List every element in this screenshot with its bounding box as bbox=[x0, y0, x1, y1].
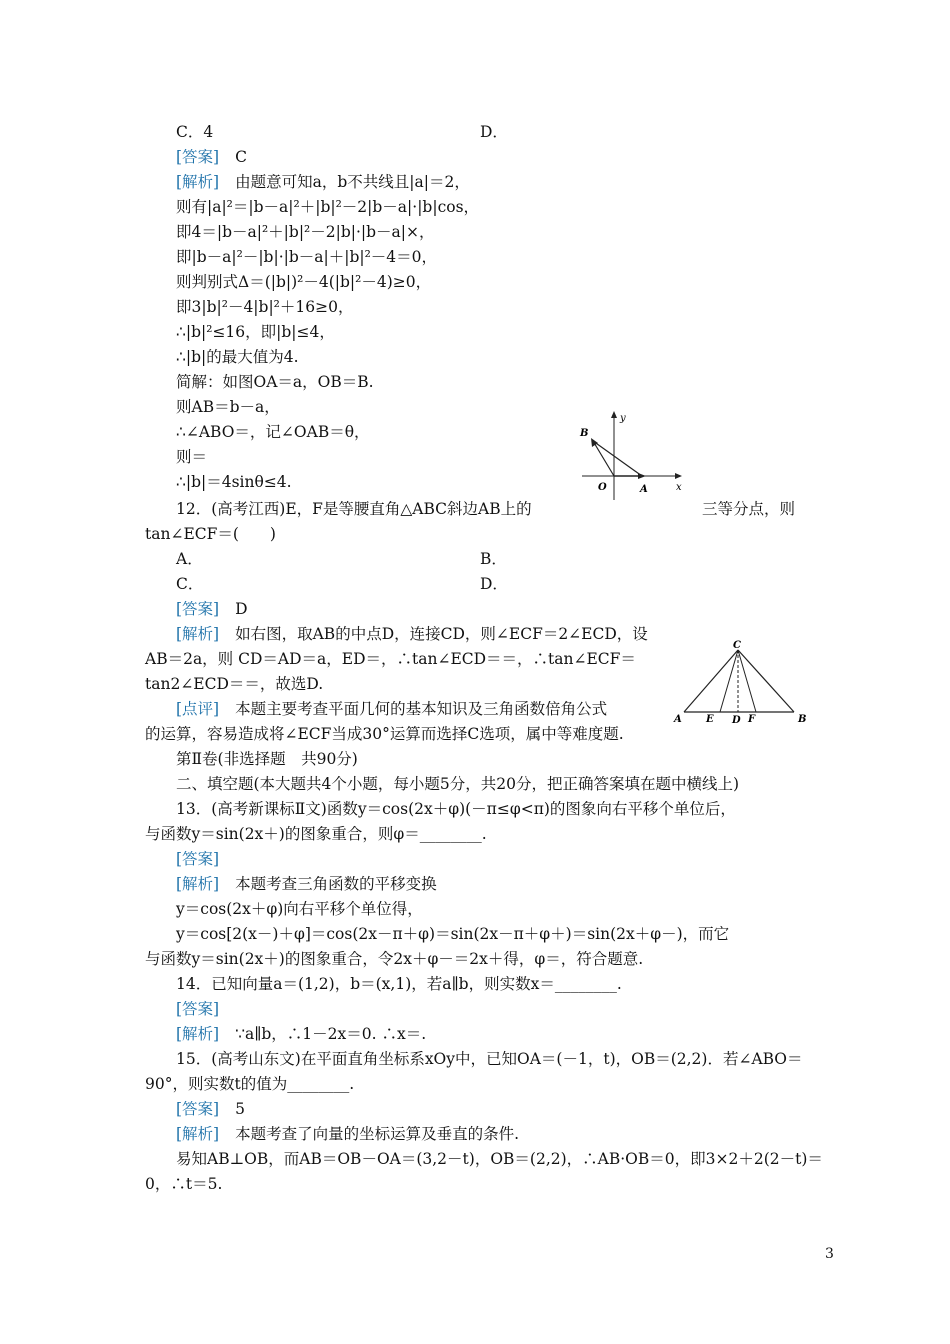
text-line bbox=[176, 1048, 803, 1070]
segment-ce bbox=[720, 650, 738, 712]
line-text: 即3|b|²－4|b|²＋16≥0， bbox=[176, 298, 354, 316]
line-text: y＝cos(2x＋φ)向右平移个单位得， bbox=[176, 900, 423, 918]
label-x: x bbox=[676, 482, 682, 493]
text-line bbox=[176, 873, 437, 895]
text-line bbox=[145, 1073, 354, 1095]
line-text: 则AB＝b－a， bbox=[176, 398, 280, 416]
label-o: O bbox=[598, 482, 607, 493]
line-text: ∴|b|＝4sinθ≤4. bbox=[176, 473, 292, 491]
text-line bbox=[176, 498, 532, 520]
x-axis-arrow bbox=[675, 473, 682, 479]
line-text: 14．已知向量a＝(1,2)，b＝(x,1)，若a∥b，则实数x＝________. bbox=[176, 975, 622, 993]
label-f: F bbox=[748, 714, 756, 725]
page-number: 3 bbox=[825, 1246, 834, 1262]
text-line bbox=[176, 371, 374, 393]
label-a: A bbox=[640, 484, 648, 495]
text-line bbox=[176, 146, 247, 168]
text-line bbox=[176, 573, 203, 595]
text-line bbox=[176, 1148, 823, 1170]
text-line bbox=[145, 723, 624, 745]
text-line bbox=[176, 623, 648, 645]
text-line bbox=[176, 396, 280, 418]
line-text: ∴∠ABO＝，记∠OAB＝θ， bbox=[176, 423, 370, 441]
segment-ab bbox=[593, 441, 642, 476]
text-line bbox=[176, 171, 470, 193]
line-text: 本题考查了向量的坐标运算及垂直的条件. bbox=[235, 1125, 520, 1143]
text-line bbox=[176, 998, 235, 1020]
text-line bbox=[176, 321, 335, 343]
answer-tag: [点评] bbox=[176, 700, 220, 718]
line-text: 与函数y＝sin(2x＋)的图象重合，则φ＝________. bbox=[145, 825, 487, 843]
line-text: C． bbox=[176, 575, 204, 593]
line-text: A． bbox=[176, 550, 203, 568]
answer-tag: [解析] bbox=[176, 625, 220, 643]
line-text: ∴|b|²≤16，即|b|≤4， bbox=[176, 323, 335, 341]
line-text: C．4 bbox=[176, 123, 214, 141]
text-line bbox=[176, 773, 739, 795]
label-y: y bbox=[620, 413, 626, 424]
line-text: 则有|a|²＝|b－a|²＋|b|²－2|b－a|·|b|cos， bbox=[176, 198, 480, 216]
line-text: 二、填空题(本大题共4个小题，每小题5分，共20分，把正确答案填在题中横线上) bbox=[176, 775, 740, 793]
triangle-diagram bbox=[672, 638, 812, 730]
vector-b-arrow bbox=[591, 438, 598, 447]
line-text: 即4＝|b－a|²＋|b|²－2|b|·|b－a|×， bbox=[176, 223, 435, 241]
line-text: ∵a∥b，∴1－2x＝0. ∴x＝. bbox=[235, 1025, 427, 1043]
text-line bbox=[145, 948, 643, 970]
text-line bbox=[176, 1023, 426, 1045]
line-text: 则＝ bbox=[176, 448, 208, 466]
text-line bbox=[176, 898, 423, 920]
label-a: A bbox=[674, 714, 682, 725]
text-line bbox=[176, 246, 437, 268]
text-line bbox=[176, 1123, 519, 1145]
line-text: 即|b－a|²－|b|·|b－a|＋|b|²－4＝0， bbox=[176, 248, 438, 266]
text-line bbox=[145, 523, 276, 545]
line-text: 13．(高考新课标Ⅱ文)函数y＝cos(2x＋φ)(－π≤φ<π)的图象向右平移个单位后， bbox=[176, 800, 736, 818]
text-line bbox=[176, 923, 729, 945]
line-tail: 三等分点，则 bbox=[702, 500, 796, 518]
answer-tag: [答案] bbox=[176, 1000, 220, 1018]
vector-ob bbox=[593, 441, 614, 476]
text-line bbox=[145, 648, 636, 670]
label-d: D bbox=[732, 715, 741, 726]
answer-tag: [答案] bbox=[176, 600, 220, 618]
y-axis-arrow bbox=[611, 411, 617, 418]
answer-tag: [答案] bbox=[176, 148, 220, 166]
line-text: tan2∠ECD＝＝，故选D. bbox=[145, 675, 324, 693]
line-text: 15．(高考山东文)在平面直角坐标系xOy中，已知OA＝(－1，t)，OB＝(2,2)．若∠ABO＝ bbox=[176, 1050, 803, 1068]
label-b: B bbox=[580, 428, 589, 439]
line-text: 与函数y＝sin(2x＋)的图象重合，令2x＋φ－＝2x＋得，φ＝，符合题意. bbox=[145, 950, 644, 968]
text-line bbox=[176, 271, 431, 293]
answer-tag: [解析] bbox=[176, 1125, 220, 1143]
line-text: y＝cos[2(x－)＋φ]＝cos(2x－π＋φ)＝sin(2x－π＋φ＋)＝sin(2x＋φ－)，而它 bbox=[176, 925, 730, 943]
line-text: D bbox=[235, 600, 248, 618]
text-line bbox=[176, 471, 292, 493]
line-text: 的运算，容易造成将∠ECF当成30°运算而选择C选项，属中等难度题. bbox=[145, 725, 624, 743]
text-line bbox=[176, 973, 622, 995]
line-text: 5 bbox=[235, 1100, 245, 1118]
line-text: 如右图，取AB的中点D，连接CD，则∠ECF＝2∠ECD，设 bbox=[235, 625, 648, 643]
text-line bbox=[176, 121, 213, 143]
answer-tag: [答案] bbox=[176, 1100, 220, 1118]
text-line bbox=[176, 446, 207, 468]
label-c: C bbox=[733, 640, 741, 651]
text-line bbox=[176, 296, 353, 318]
side-cb bbox=[738, 650, 794, 712]
text-line bbox=[145, 1173, 222, 1195]
text-line bbox=[176, 698, 607, 720]
line-text: tan∠ECF＝( ) bbox=[145, 525, 276, 543]
answer-tag: [解析] bbox=[176, 1025, 220, 1043]
text-line bbox=[176, 421, 370, 443]
text-line bbox=[176, 798, 736, 820]
text-line bbox=[176, 598, 248, 620]
option-col2: B． bbox=[480, 550, 507, 568]
text-line bbox=[176, 196, 479, 218]
answer-tag: [解析] bbox=[176, 173, 220, 191]
line-text: 本题主要考查平面几何的基本知识及三角函数倍角公式 bbox=[235, 700, 608, 718]
text-line bbox=[176, 848, 235, 870]
option-col2: D． bbox=[480, 575, 508, 593]
line-text: 本题考查三角函数的平移变换 bbox=[235, 875, 437, 893]
text-line bbox=[176, 1098, 245, 1120]
label-b: B bbox=[798, 714, 807, 725]
text-line bbox=[176, 346, 299, 368]
line-text: 则判别式Δ＝(|b|)²－4(|b|²－4)≥0， bbox=[176, 273, 432, 291]
text-line bbox=[145, 673, 323, 695]
line-text: 简解：如图OA＝a，OB＝B. bbox=[176, 373, 374, 391]
line-text: 第Ⅱ卷(非选择题 共90分) bbox=[176, 750, 358, 768]
option-col2: D． bbox=[480, 123, 508, 141]
line-text: ∴|b|的最大值为4. bbox=[176, 348, 299, 366]
line-text: 易知AB⊥OB，而AB＝OB－OA＝(3,2－t)，OB＝(2,2)，∴AB·OB＝0，即3×2＋2(2－t)＝ bbox=[176, 1150, 823, 1168]
vector-diagram bbox=[578, 410, 690, 502]
line-text: 90°，则实数t的值为________. bbox=[145, 1075, 355, 1093]
line-text: 0，∴t＝5. bbox=[145, 1175, 223, 1193]
text-line bbox=[176, 221, 435, 243]
text-line bbox=[145, 823, 487, 845]
side-ca bbox=[684, 650, 738, 712]
answer-tag: [答案] bbox=[176, 850, 220, 868]
line-text: 由题意可知a，b不共线且|a|＝2， bbox=[235, 173, 470, 191]
line-text: C bbox=[235, 148, 247, 166]
text-line bbox=[176, 748, 358, 770]
line-text: AB＝2a，则 CD＝AD＝a，ED＝，∴tan∠ECD＝＝，∴tan∠ECF＝ bbox=[145, 650, 636, 668]
text-line bbox=[176, 548, 203, 570]
answer-tag: [解析] bbox=[176, 875, 220, 893]
label-e: E bbox=[706, 714, 714, 725]
line-text: 12．(高考江西)E，F是等腰直角△ABC斜边AB上的 bbox=[176, 500, 532, 518]
